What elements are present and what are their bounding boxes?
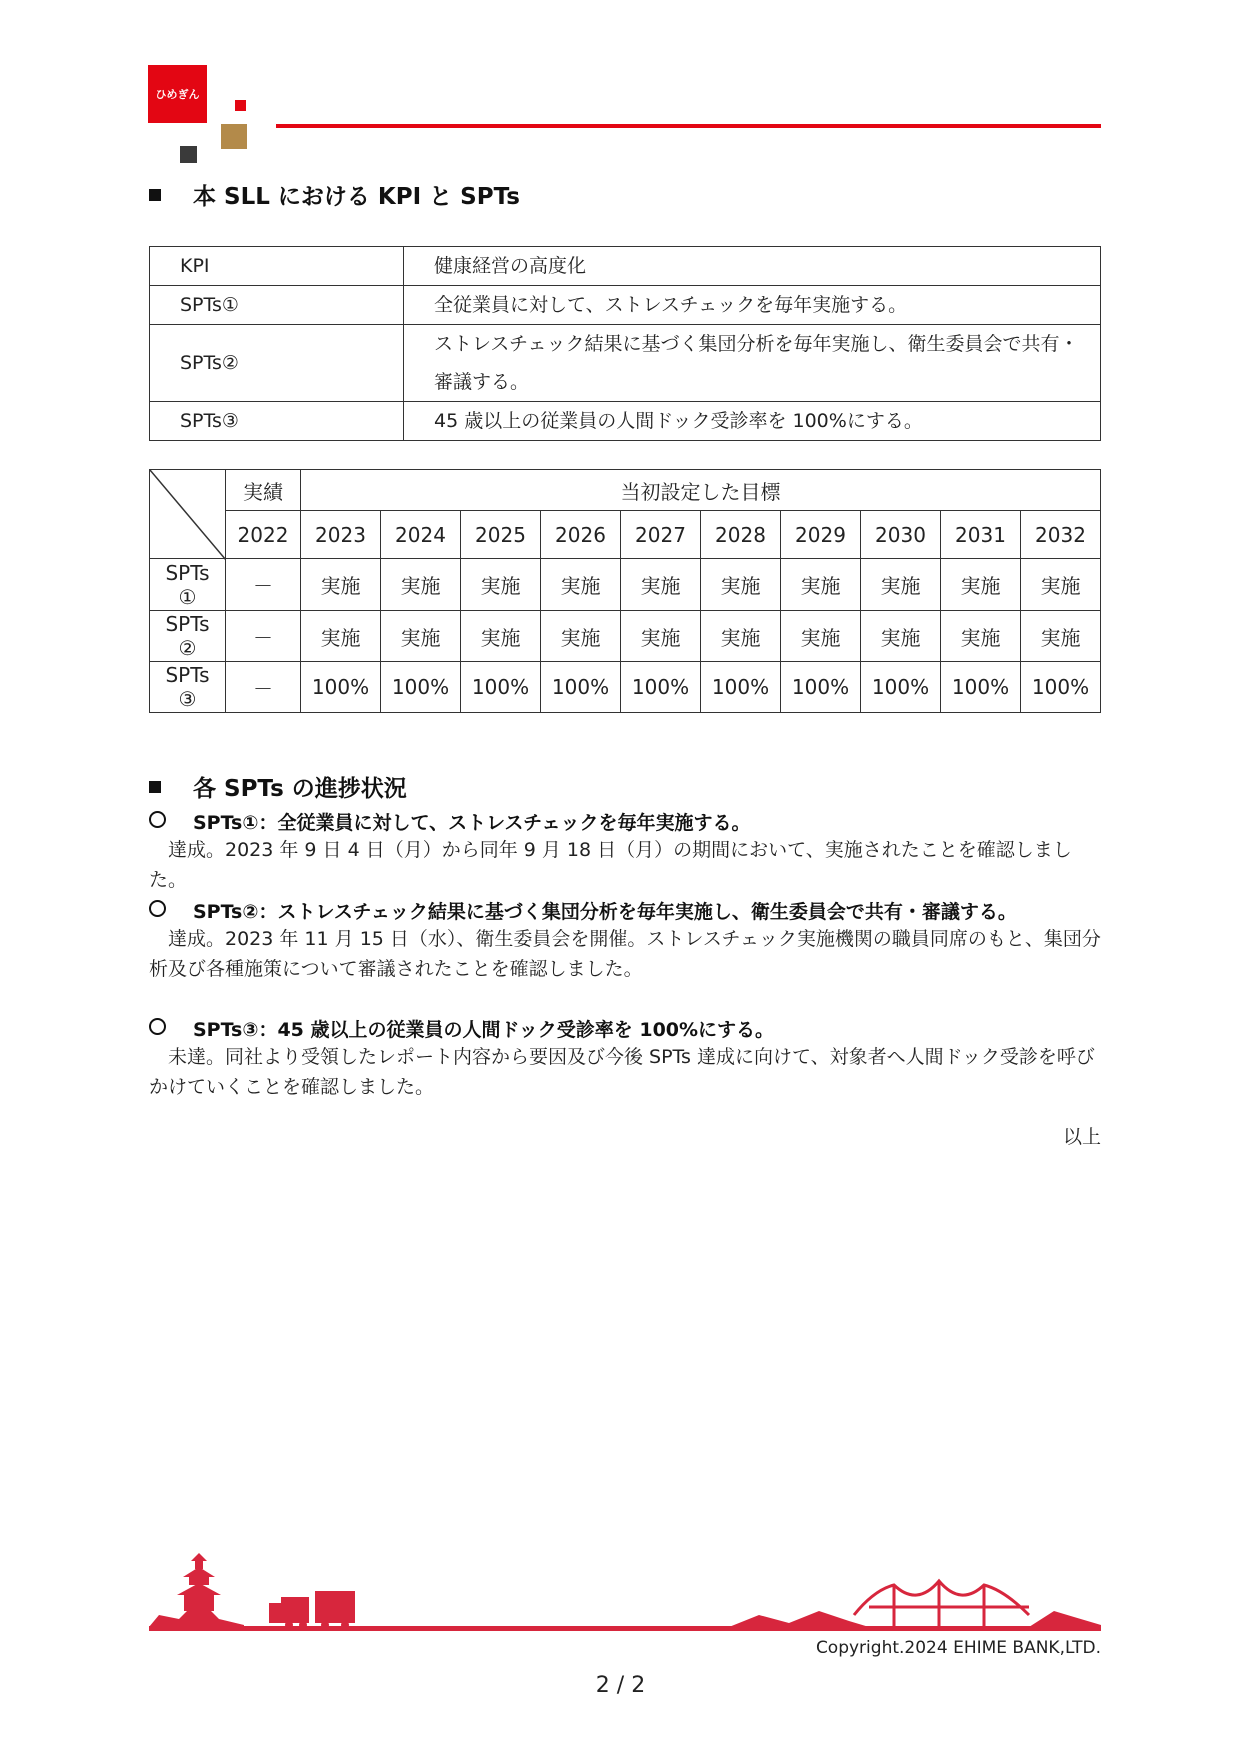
row-header xyxy=(150,559,226,611)
circle-bullet-icon xyxy=(149,811,166,828)
data-cell: － xyxy=(226,611,301,662)
data-cell: 実施 xyxy=(621,611,701,662)
heading-text: SPTs②：ストレスチェック結果に基づく集団分析を毎年実施し、衛生委員会で共有・審議する。 xyxy=(193,901,1017,923)
data-cell: 100% xyxy=(781,662,861,713)
data-cell: 実施 xyxy=(1021,559,1101,611)
data-cell: 実施 xyxy=(621,559,701,611)
target-header-row xyxy=(150,470,1101,511)
target-table xyxy=(149,469,1101,713)
data-cell: 実施 xyxy=(781,611,861,662)
data-cell: 100% xyxy=(301,662,381,713)
data-cell: 実施 xyxy=(941,611,1021,662)
section-title-text: 各 SPTs の進捗状況 xyxy=(193,776,407,802)
kpi-value: 健康経営の高度化 xyxy=(404,247,1101,286)
bridge-icon xyxy=(854,1581,1029,1627)
body-line: かけていくことを確認しました。 xyxy=(149,1076,435,1098)
kpi-label: SPTs② xyxy=(150,325,404,402)
data-cell: 実施 xyxy=(701,559,781,611)
kpi-row xyxy=(150,325,1101,402)
square-bullet-icon xyxy=(149,189,161,201)
row-header-bottom: ① xyxy=(178,584,197,609)
progress-item-heading xyxy=(149,808,751,835)
year-cell: 2031 xyxy=(941,511,1021,559)
year-cell: 2027 xyxy=(621,511,701,559)
year-cell: 2032 xyxy=(1021,511,1101,559)
circle-bullet-icon xyxy=(149,900,166,917)
year-cell: 2025 xyxy=(461,511,541,559)
section-title-kpi xyxy=(149,178,520,211)
diagonal-line-icon xyxy=(150,470,226,560)
kpi-label: SPTs③ xyxy=(150,402,404,441)
data-cell: 実施 xyxy=(461,559,541,611)
year-cell: 2024 xyxy=(381,511,461,559)
castle-icon xyxy=(149,1553,244,1627)
data-cell: 実施 xyxy=(861,611,941,662)
year-cell: 2022 xyxy=(226,511,301,559)
header-rule xyxy=(276,124,1101,128)
kpi-label: KPI xyxy=(150,247,404,286)
data-cell: 実施 xyxy=(301,559,381,611)
actual-header: 実績 xyxy=(226,470,301,511)
year-row xyxy=(150,511,1101,559)
year-cell: 2026 xyxy=(541,511,621,559)
data-cell: 実施 xyxy=(861,559,941,611)
row-header xyxy=(150,662,226,713)
data-cell: 100% xyxy=(621,662,701,713)
data-cell: 実施 xyxy=(461,611,541,662)
bank-logo xyxy=(148,65,207,123)
progress-item-heading xyxy=(149,1015,774,1042)
data-cell: 実施 xyxy=(781,559,861,611)
logo-gray-square xyxy=(180,146,197,163)
logo-text: ひめぎん xyxy=(155,88,200,101)
data-cell: 100% xyxy=(861,662,941,713)
section-title-text: 本 SLL における KPI と SPTs xyxy=(193,184,520,210)
progress-item-heading xyxy=(149,897,1017,924)
page-number: 2 / 2 xyxy=(595,1673,646,1698)
copyright-text: Copyright.2024 EHIME BANK,LTD. xyxy=(815,1638,1101,1658)
data-cell: 100% xyxy=(941,662,1021,713)
data-cell: 実施 xyxy=(381,611,461,662)
data-cell: 実施 xyxy=(1021,611,1101,662)
kpi-value: 全従業員に対して、ストレスチェックを毎年実施する。 xyxy=(404,286,1101,325)
heading-text: SPTs③：45 歳以上の従業員の人間ドック受診率を 100%にする。 xyxy=(193,1019,775,1041)
row-header xyxy=(150,611,226,662)
closing-text: 以上 xyxy=(1062,1126,1101,1148)
body-line: 未達。同社より受領したレポート内容から要因及び今後 SPTs 達成に向けて、対象者へ人間ドック受診を呼び xyxy=(149,1046,1095,1068)
kpi-row xyxy=(150,247,1101,286)
data-cell: 実施 xyxy=(941,559,1021,611)
progress-item-body xyxy=(149,835,1101,895)
square-bullet-icon xyxy=(149,781,161,793)
row-header-bottom: ③ xyxy=(178,687,197,711)
data-cell: 実施 xyxy=(381,559,461,611)
logo-red-square xyxy=(235,100,246,111)
kpi-table xyxy=(149,246,1101,441)
year-cell: 2028 xyxy=(701,511,781,559)
kpi-value: 45 歳以上の従業員の人間ドック受診率を 100%にする。 xyxy=(404,402,1101,441)
data-cell: 実施 xyxy=(701,611,781,662)
progress-item-body xyxy=(149,1042,1101,1102)
body-line: 達成。2023 年 9 日 4 日（月）から同年 9 月 18 日（月）の期間において、実施されたことを確認しました。 xyxy=(149,839,1072,891)
body-line: 達成。2023 年 11 月 15 日（水）、衛生委員会を開催。ストレスチェック実施機関の職員同席のもと、集団分 xyxy=(149,928,1101,950)
target-data-row xyxy=(150,611,1101,662)
footer-illustration xyxy=(149,1545,1101,1630)
target-header: 当初設定した目標 xyxy=(301,470,1101,511)
data-cell: 実施 xyxy=(541,559,621,611)
train-icon xyxy=(269,1591,355,1629)
data-cell: 実施 xyxy=(301,611,381,662)
diagonal-corner-cell xyxy=(150,470,226,559)
row-header-top: SPTs xyxy=(165,560,210,585)
target-data-row xyxy=(150,662,1101,713)
kpi-value: ストレスチェック結果に基づく集団分析を毎年実施し、衛生委員会で共有・審議する。 xyxy=(404,325,1101,402)
logo-gold-square xyxy=(221,124,247,149)
data-cell: 100% xyxy=(381,662,461,713)
row-header-top: SPTs xyxy=(165,612,210,636)
kpi-label: SPTs① xyxy=(150,286,404,325)
data-cell: 100% xyxy=(1021,662,1101,713)
section-title-progress xyxy=(149,770,407,803)
kpi-row xyxy=(150,286,1101,325)
footer-rule xyxy=(149,1626,1101,1631)
year-cell: 2029 xyxy=(781,511,861,559)
data-cell: － xyxy=(226,559,301,611)
data-cell: 実施 xyxy=(541,611,621,662)
circle-bullet-icon xyxy=(149,1018,166,1035)
data-cell: 100% xyxy=(461,662,541,713)
row-header-top: SPTs xyxy=(165,663,210,687)
data-cell: 100% xyxy=(541,662,621,713)
heading-text: SPTs①：全従業員に対して、ストレスチェックを毎年実施する。 xyxy=(193,812,751,834)
year-cell: 2023 xyxy=(301,511,381,559)
body-line: 析及び各種施策について審議されたことを確認しました。 xyxy=(149,958,643,980)
data-cell: － xyxy=(226,662,301,713)
row-header-bottom: ② xyxy=(178,636,197,660)
progress-item-body xyxy=(149,924,1101,984)
target-data-row xyxy=(150,559,1101,611)
kpi-row xyxy=(150,402,1101,441)
year-cell: 2030 xyxy=(861,511,941,559)
data-cell: 100% xyxy=(701,662,781,713)
